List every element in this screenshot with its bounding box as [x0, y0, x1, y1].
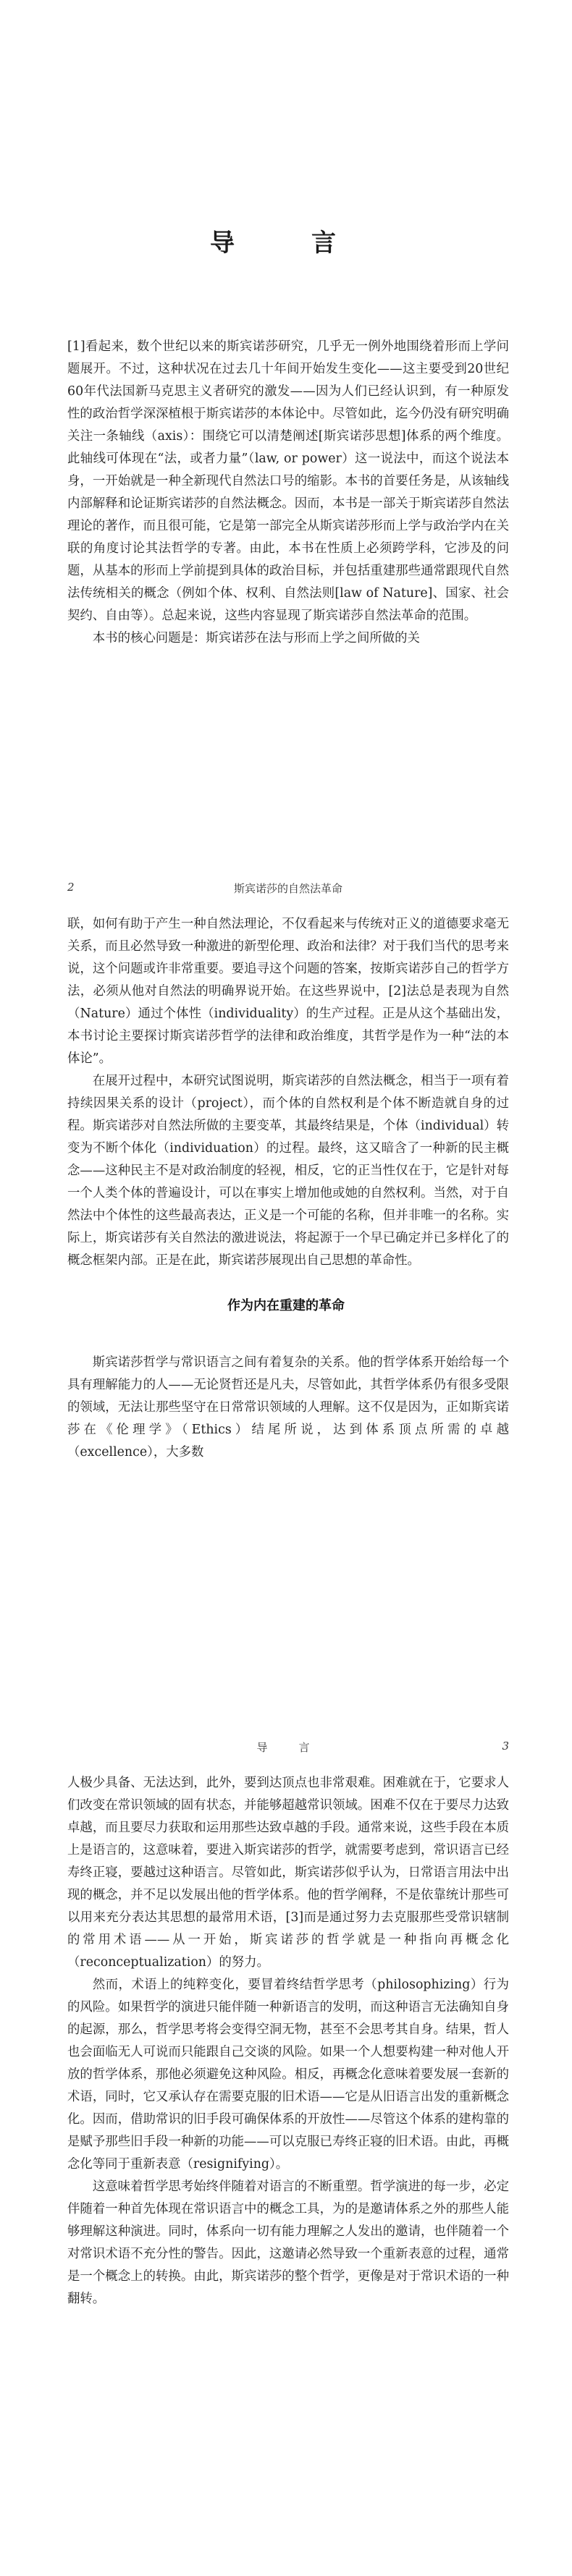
page-2-body: [67, 913, 509, 1272]
page-1: [0, 0, 572, 859]
paragraph: 本书的核心问题是：斯宾诺莎在法与形而上学之间所做的关: [67, 631, 420, 645]
page-2: [0, 859, 572, 1718]
section-heading: 作为内在重建的革命: [227, 1298, 345, 1313]
paragraph: 联，如何有助于产生一种自然法理论，不仅看起来与传统对正义的道德要求毫无关系，而且必然导致一种激进的新型伦理、政治和法律？对于我们当代的思考来说，这个问题或许非常重要。要追寻这个问题的答案，按斯宾诺莎自己的哲学方法，必须从他对自然法的明确界说开始。在这些界说中，[2]法总是表现为自然（Nature）通过个体性（individuality）的生产过程。正是从这个基础出发，本书讨论主要探讨斯宾诺莎哲学的法律和政治维度，其哲学是作为一种“法的本体论”。: [67, 917, 509, 1066]
page-number: 2: [67, 881, 75, 894]
running-head-title: 导 言: [256, 1741, 320, 1754]
running-head-title: 斯宾诺莎的自然法革命: [233, 882, 342, 895]
paragraph: 在展开过程中，本研究试图说明，斯宾诺莎的自然法概念，相当于一项有着持续因果关系的设计（project），而个体的自然权利是个体不断造就自身的过程。斯宾诺莎对自然法所做的主要变革，其最终结果是，个体（individual）转变为不断个体化（individuation）的过程。最终，这又暗含了一种新的民主概念——这种民主不是对政治制度的轻视，相反，它的正当性仅在于，它是针对每一个人类个体的普遍设计，可以在事实上增加他或她的自然权利。当然，对于自然法中个体性的这些最高表达，正义是一个可能的名称，但并非唯一的名称。实际上，斯宾诺莎有关自然法的激进说法，将起源于一个早已确定并已多样化了的概念框架内部。正是在此，斯宾诺莎展现出自己思想的革命性。: [67, 1074, 509, 1268]
page-number: 3: [502, 1740, 509, 1753]
page-1-body: [67, 336, 509, 650]
page-3: [0, 1718, 572, 2576]
paragraph: 斯宾诺莎哲学与常识语言之间有着复杂的关系。他的哲学体系开始给每一个具有理解能力的人——无论贤哲还是凡夫，尽管如此，其哲学体系仍有很多受限的领域，无法让那些坚守在日常常识领域的人理解。这不仅是因为，正如斯宾诺莎在《伦理学》（Ethics）结尾所说，达到体系顶点所需的卓越（excellence），大多数: [67, 1355, 509, 1459]
paragraph: [1]看起来，数个世纪以来的斯宾诺莎研究，几乎无一例外地围绕着形而上学问题展开。不过，这种状况在过去几十年间开始发生变化——这主要受到20世纪60年代法国新马克思主义者研究的激发——因为人们已经认识到，有一种原发性的政治哲学深深植根于斯宾诺莎的本体论中。尽管如此，迄今仍没有研究明确关注一条轴线（axis）：围绕它可以清楚阐述[斯宾诺莎思想]体系的两个维度。此轴线可体现在“法，或者力量”（law, or power）这一说法中，而这个说法本身，一开始就是一种全新现代自然法口号的缩影。本书的首要任务是，从该轴线内部解释和论证斯宾诺莎的自然法概念。因而，本书是一部关于斯宾诺莎自然法理论的著作，而且很可能，它是第一部完全从斯宾诺莎形而上学与政治学内在关联的角度讨论其法哲学的专著。由此，本书在性质上必须跨学科，它涉及的问题，从基本的形而上学前提到具体的政治目标，并包括重建那些通常跟现代自然法传统相关的概念（例如个体、权利、自然法则[law of Nature]、国家、社会契约、自由等）。总起来说，这些内容显现了斯宾诺莎自然法革命的范围。: [67, 339, 509, 623]
page-2-section-body: [67, 1352, 509, 1464]
paragraph: 人极少具备、无法达到，此外，要到达顶点也非常艰难。困难就在于，它要求人们改变在常识领域的固有状态，并能够超越常识领域。困难不仅在于要尽力达致卓越，而且要尽力获取和运用那些达致卓越的手段。通常来说，这些手段在本质上是语言的，这意味着，要进入斯宾诺莎的哲学，就需要考虑到，常识语言已经寿终正寝，要越过这种语言。尽管如此，斯宾诺莎似乎认为，日常语言用法中出现的概念，并不足以发展出他的哲学体系。他的哲学阐释，不是依靠统计那些可以用来充分表达其思想的最常用术语，[3]而是通过努力去克服那些受常识辖制的常用术语——从一开始，斯宾诺莎的哲学就是一种指向再概念化（reconceptualization）的努力。: [67, 1776, 509, 1970]
chapter-title: 导 言: [210, 229, 362, 258]
page-3-body: [67, 1772, 509, 2310]
paragraph: 这意味着哲学思考始终伴随着对语言的不断重塑。哲学演进的每一步，必定伴随着一种首先体现在常识语言中的概念工具，为的是邀请体系之外的那些人能够理解这种演进。同时，体系向一切有能力理解之人发出的邀请，也伴随着一个对常识术语不充分性的警告。因此，这邀请必然导致一个重新表意的过程，通常是一个概念上的转换。由此，斯宾诺莎的整个哲学，更像是对于常识术语的一种翻转。: [67, 2179, 509, 2306]
paragraph: 然而，术语上的纯粹变化，要冒着终结哲学思考（philosophizing）行为的风险。如果哲学的演进只能伴随一种新语言的发明，而这种语言无法确知自身的起源，那么，哲学思考将会变得空洞无物，甚至不会思考其自身。结果，哲人也会面临无人可说而只能跟自己交谈的风险。如果一个人想要构建一种对他人开放的哲学体系，那他必须避免这种风险。相反，再概念化意味着要发展一套新的术语，同时，它又承认存在需要克服的旧术语——它是从旧语言出发的重新概念化。因而，借助常识的旧手段可确保体系的开放性——尽管这个体系的建构靠的是赋予那些旧手段一种新的功能——可以克服已寿终正寝的旧术语。由此，再概念化等同于重新表意（resignifying）。: [67, 1978, 509, 2172]
